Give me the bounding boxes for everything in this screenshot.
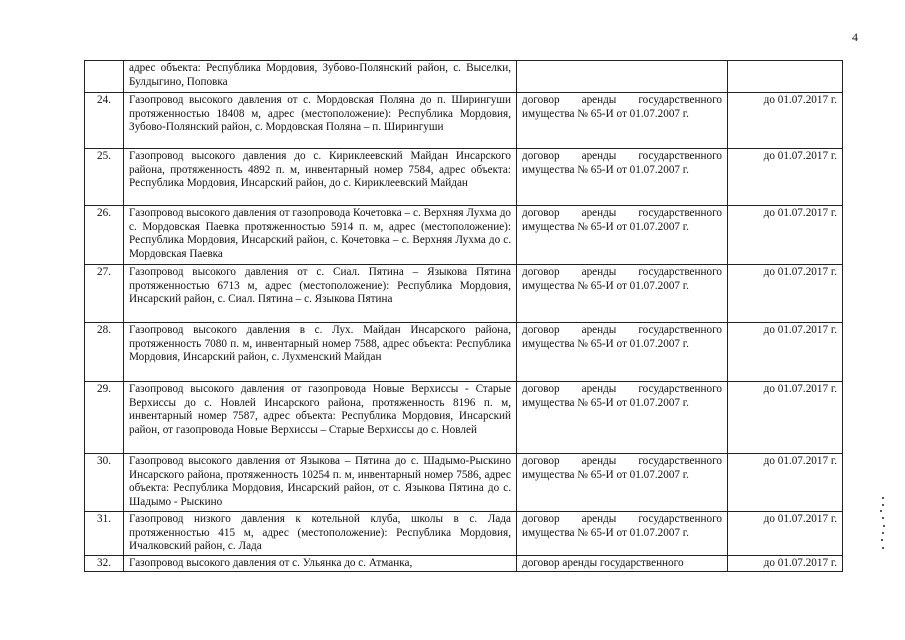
contract-cell: договор аренды государственного имущества № 65-И от 01.07.2007 г.	[517, 323, 728, 382]
term-date-cell: до 01.07.2017 г.	[728, 93, 843, 149]
row-number-cell: 25.	[85, 149, 124, 206]
table-row	[85, 206, 843, 265]
row-number-cell: 29.	[85, 382, 124, 454]
term-date-cell: до 01.07.2017 г.	[728, 206, 843, 265]
table-row	[85, 61, 843, 93]
row-number-cell: 26.	[85, 206, 124, 265]
contract-cell: договор аренды государственного имущества № 65-И от 01.07.2007 г.	[517, 382, 728, 454]
contract-cell: договор аренды государственного имущества № 65-И от 01.07.2007 г.	[517, 93, 728, 149]
row-number-cell	[85, 61, 124, 93]
term-date-cell: до 01.07.2017 г.	[728, 382, 843, 454]
row-number-cell: 24.	[85, 93, 124, 149]
term-date-cell: до 01.07.2017 г.	[728, 556, 843, 572]
term-date-cell: до 01.07.2017 г.	[728, 323, 843, 382]
table-row	[85, 265, 843, 323]
contract-cell: договор аренды государственного имущества № 65-И от 01.07.2007 г.	[517, 149, 728, 206]
table-row	[85, 512, 843, 556]
object-description-cell: Газопровод низкого давления к котельной клуба, школы в с. Лада протяженностью 415 м, адрес (местоположение): Республика Мордовия, Ичалковский район, с. Лада	[124, 512, 517, 556]
object-description-cell: Газопровод высокого давления от газопровода Новые Верхиссы - Старые Верхиссы до с. Новлей Инсарского района, протяженность 8196 п. м, инвентарный номер 7587, адрес объекта: Республика Мордовия, Инсарский район, от газопровода Новые Верхиссы – Старые Верхиссы до с. Новлей	[124, 382, 517, 454]
contract-cell: договор аренды государственного имущества № 65-И от 01.07.2007 г.	[517, 206, 728, 265]
table-row	[85, 454, 843, 512]
scan-artifact	[880, 495, 886, 555]
contract-cell: договор аренды государственного имущества № 65-И от 01.07.2007 г.	[517, 454, 728, 512]
term-date-cell: до 01.07.2017 г.	[728, 265, 843, 323]
object-description-cell: Газопровод высокого давления от Языкова – Пятина до с. Шадымо-Рыскино Инсарского района, протяженность 10254 п. м, инвентарный номер 7586, адрес объекта: Республика Мордовия, Инсарский район, от с. Языкова Пятина до с. Шадымо - Рыскино	[124, 454, 517, 512]
contract-cell: договор аренды государственного	[517, 556, 728, 572]
table-row	[85, 556, 843, 572]
object-description-cell: Газопровод высокого давления от с. Мордовская Поляна до п. Ширингуши протяженностью 18408 м, адрес (местоположение): Республика Мордовия, Зубово-Полянский район, с. Мордовская Поляна – п. Ширингуши	[124, 93, 517, 149]
row-number-cell: 31.	[85, 512, 124, 556]
property-table	[84, 60, 843, 572]
object-description-cell: Газопровод высокого давления от с. Сиал. Пятина – Языкова Пятина протяженностью 6713 м, адрес (местоположение): Республика Мордовия, Инсарский район, с. Сиал. Пятина – с. Языкова Пятина	[124, 265, 517, 323]
table-row	[85, 323, 843, 382]
row-number-cell: 32.	[85, 556, 124, 572]
object-description-cell: Газопровод высокого давления в с. Лух. Майдан Инсарского района, протяженность 7080 п. м, инвентарный номер 7588, адрес объекта: Республика Мордовия, Инсарский район, с. Лухменский Майдан	[124, 323, 517, 382]
contract-cell: договор аренды государственного имущества № 65-И от 01.07.2007 г.	[517, 512, 728, 556]
term-date-cell: до 01.07.2017 г.	[728, 454, 843, 512]
term-date-cell: до 01.07.2017 г.	[728, 512, 843, 556]
object-description-cell: Газопровод высокого давления до с. Кириклеевский Майдан Инсарского района, протяженность 4892 п. м, инвентарный номер 7584, адрес объекта: Республика Мордовия, Инсарский район, до с. Кириклеевский Майдан	[124, 149, 517, 206]
row-number-cell: 28.	[85, 323, 124, 382]
table-row	[85, 149, 843, 206]
row-number-cell: 30.	[85, 454, 124, 512]
object-description-cell: адрес объекта: Республика Мордовия, Зубово-Полянский район, с. Выселки, Булдыгино, Поповка	[124, 61, 517, 93]
contract-cell: договор аренды государственного имущества № 65-И от 01.07.2007 г.	[517, 265, 728, 323]
object-description-cell: Газопровод высокого давления от с. Ульянка до с. Атманка,	[124, 556, 517, 572]
object-description-cell: Газопровод высокого давления от газопровода Кочетовка – с. Верхняя Лухма до с. Мордовская Паевка протяженностью 5914 п. м, адрес (местоположение): Республика Мордовия, Инсарский район, с. Кочетовка – с. Верхняя Лухма до с. Мордовская Паевка	[124, 206, 517, 265]
table-row	[85, 382, 843, 454]
page-number: 4	[852, 30, 858, 44]
term-date-cell: до 01.07.2017 г.	[728, 149, 843, 206]
table-row	[85, 93, 843, 149]
term-date-cell	[728, 61, 843, 93]
row-number-cell: 27.	[85, 265, 124, 323]
contract-cell	[517, 61, 728, 93]
